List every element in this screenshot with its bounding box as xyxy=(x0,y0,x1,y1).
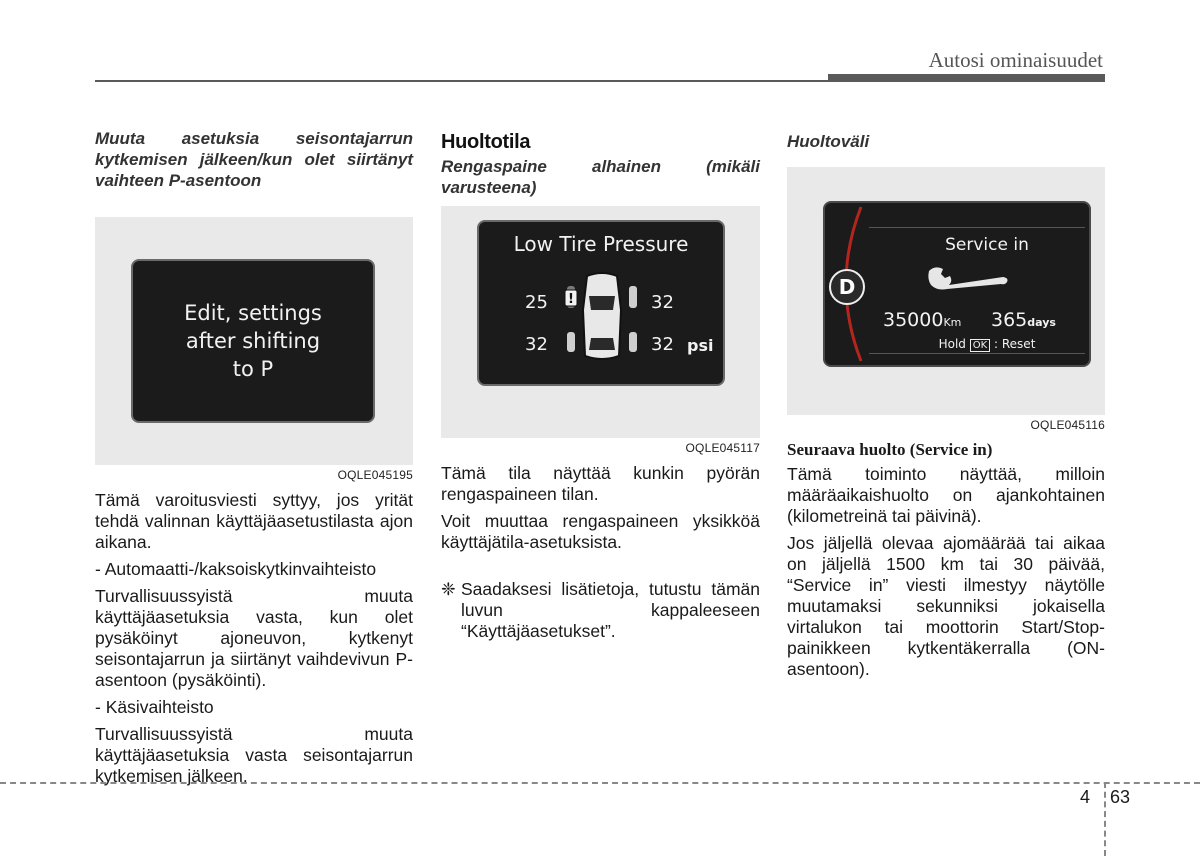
paragraph: Voit muuttaa rengaspaineen yksikköä käyttäjätila-asetuksista. xyxy=(441,511,760,552)
screen-line-1: Edit, settings xyxy=(184,301,322,325)
figure-edit-settings xyxy=(95,217,413,465)
figure-low-tire-pressure xyxy=(441,206,760,438)
paragraph: Turvallisuussyistä muuta käyttäjäasetuksia vasta, kun olet pysäköinyt ajoneuvon, kytkenyt seisontajarrun ja siirtänyt vaihdevivun P-asentoon (pysäköinti). xyxy=(95,586,413,690)
subheading-low-tire-pressure: Rengaspaine alhainen (mikäli varusteena) xyxy=(441,157,760,197)
screen-line-2: after shifting xyxy=(185,329,321,353)
front-right-pressure: 32 xyxy=(651,292,674,313)
screen-divider xyxy=(869,227,1085,228)
screen-divider xyxy=(869,353,1085,354)
column-1 xyxy=(95,128,413,787)
figure-code: OQLE045117 xyxy=(685,441,760,455)
distance-value: 35000 xyxy=(883,309,944,331)
hold-ok-reset-hint xyxy=(885,337,1089,351)
figure-service-interval xyxy=(787,167,1105,415)
paragraph: - Automaatti-/kaksoiskytkinvaihteisto xyxy=(95,559,377,579)
paragraph: Turvallisuussyistä muuta käyttäjäasetuksia vasta seisontajarrun kytkemisen jälkeen. xyxy=(95,724,413,786)
subheading-service-interval: Huoltoväli xyxy=(787,132,870,151)
figure-code: OQLE045116 xyxy=(1030,418,1105,432)
footer-divider xyxy=(1104,782,1106,856)
note-symbol: ❈ xyxy=(441,579,456,599)
paragraph: Tämä tila näyttää kunkin pyörän rengaspaineen tilan. xyxy=(441,463,760,504)
service-days xyxy=(991,309,1056,331)
cluster-screen xyxy=(477,220,725,386)
screen-line-3: to P xyxy=(232,357,274,381)
note-text: Saadaksesi lisätietoja, tutustu tämän luvun kappaleeseen “Käyttäjäasetukset”. xyxy=(461,579,760,641)
rear-left-pressure: 32 xyxy=(525,334,548,355)
paragraph: Jos jäljellä olevaa ajomäärää tai aikaa on jäljellä 1500 km tai 30 päivää, “Service in” viesti ilmestyy näytölle muutamaksi sekunniksi jokaisella virtalukon tai moottorin Start/Stop-painikkeen kytkentäkerralla (ON-asentoon). xyxy=(787,533,1105,679)
days-unit: days xyxy=(1027,316,1056,329)
service-in-heading: Seuraava huolto (Service in) xyxy=(787,440,993,459)
cluster-screen xyxy=(823,201,1091,367)
distance-unit: Km xyxy=(943,316,962,329)
chapter-header-title: Autosi ominaisuudet xyxy=(928,48,1103,72)
header-rule xyxy=(95,80,828,82)
svg-text:!: ! xyxy=(568,292,574,307)
gear-indicator: D xyxy=(829,269,865,305)
paragraph: Tämä varoitusviesti syttyy, jos yrität tehdä valinnan käyttäjäasetustilasta ajon aikana. xyxy=(95,490,413,552)
wrench-icon xyxy=(927,265,1009,291)
screen-title: Low Tire Pressure xyxy=(513,232,689,256)
column-2 xyxy=(441,128,760,642)
ok-key: OK xyxy=(970,339,990,352)
chapter-number: 4 xyxy=(1080,787,1091,807)
screen-title: Service in xyxy=(945,235,1029,255)
days-value: 365 xyxy=(991,309,1028,331)
front-left-pressure: 25 xyxy=(525,292,548,313)
hold-label: Hold xyxy=(938,337,966,351)
cluster-screen xyxy=(131,259,375,423)
section-title: Huoltotila xyxy=(441,131,531,153)
paragraph: Tämä toiminto näyttää, milloin määräaikaishuolto on ajankohtainen (kilometreinä tai päivinä). xyxy=(787,464,1105,526)
paragraph: - Käsivaihteisto xyxy=(95,697,214,717)
reset-label: : Reset xyxy=(994,337,1036,351)
column-3 xyxy=(787,128,1105,680)
figure-code: OQLE045195 xyxy=(337,468,413,482)
header-bar xyxy=(828,74,1105,82)
footer-rule xyxy=(0,782,1200,784)
page-number: 63 xyxy=(1110,787,1131,807)
note xyxy=(441,579,760,642)
subheading-settings-warning: Muuta asetuksia seisontajarrun kytkemisen jälkeen/kun olet siirtänyt vaihteen P-asentoon xyxy=(95,129,413,190)
pressure-unit: psi xyxy=(687,336,714,355)
car-top-view-icon xyxy=(561,270,643,362)
screen-message xyxy=(184,299,322,383)
service-distance xyxy=(883,309,961,331)
rear-right-pressure: 32 xyxy=(651,334,674,355)
